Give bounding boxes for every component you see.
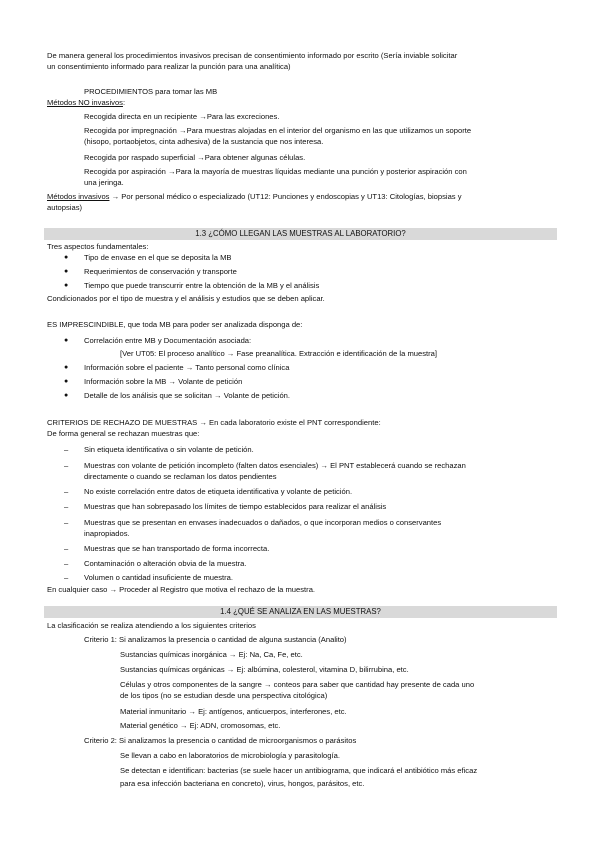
dash-item: Sin etiqueta identificativa o sin volante de petición.: [84, 445, 254, 454]
procedimientos-title: PROCEDIMIENTOS para tomar las MB: [84, 87, 218, 96]
no-invasivos-colon: :: [122, 98, 126, 107]
bullet-dot: ●: [64, 282, 69, 289]
dash-item: No existe correlación entre datos de etiqueta identificativa y volante de petición.: [84, 487, 353, 496]
criterio-2-item: Se detectan e identifican: bacterias (se suele hacer un antibiograma, que indicará el antibiótico más eficaz: [120, 766, 478, 775]
list-item: Correlación entre MB y Documentación asociada:: [84, 336, 252, 345]
dash-marker: –: [64, 461, 69, 470]
section-heading-1-4-text: 1.4 ¿QUÉ SE ANALIZA EN LAS MUESTRAS?: [220, 607, 381, 616]
section-heading-1-3-text: 1.3 ¿CÓMO LLEGAN LAS MUESTRAS AL LABORATORIO?: [195, 229, 406, 238]
dash-item-continuation: inapropiados.: [84, 529, 130, 538]
section-1-4-intro: La clasificación se realiza atendiendo a los siguientes criterios: [47, 621, 256, 630]
criterio-2-item: Se llevan a cabo en laboratorios de microbiología y parasitología.: [120, 751, 340, 760]
dash-item: Muestras que se han transportado de forma incorrecta.: [84, 544, 270, 553]
dash-item: Muestras que han sobrepasado los límites de tiempo establecidos para realizar el análisis: [84, 502, 387, 511]
criterio-1-item: Sustancias químicas inorgánica → Ej: Na, Ca, Fe, etc.: [120, 650, 303, 659]
invasivos-text: → Por personal médico o especializado (UT12: Punciones y endoscopias y UT13: Citologías, biopsias y: [109, 192, 462, 201]
closing-text: En cualquier caso → Proceder al Registro que motiva el rechazo de la muestra.: [47, 585, 316, 594]
list-item: Tipo de envase en el que se deposita la MB: [84, 253, 232, 262]
list-item: Requerimientos de conservación y transporte: [84, 267, 237, 276]
list-item-reference: [Ver UT05: El proceso analítico → Fase preanalítica. Extracción e identificación de la muestra]: [120, 349, 437, 358]
bullet-dot: ●: [64, 378, 69, 385]
criterio-1-item-continuation: de los tipos (no se estudian desde una perspectiva citológica): [120, 691, 328, 700]
bullet-dot: ●: [64, 254, 69, 261]
criterios-title: CRITERIOS DE RECHAZO DE MUESTRAS → En cada laboratorio existe el PNT correspondiente:: [47, 418, 381, 427]
list-item: Información sobre la MB → Volante de petición: [84, 377, 243, 386]
list-item: Información sobre el paciente → Tanto personal como clínica: [84, 363, 290, 372]
dash-marker: –: [64, 445, 69, 454]
bullet-dot: ●: [64, 364, 69, 371]
section-1-3-intro: Tres aspectos fundamentales:: [47, 242, 149, 251]
procedure-item: una jeringa.: [84, 178, 124, 187]
dash-marker: –: [64, 502, 69, 511]
criterio-2: Criterio 2: Si analizamos la presencia o cantidad de microorganismos o parásitos: [84, 736, 357, 745]
dash-marker: –: [64, 573, 69, 582]
bullet-dot: ●: [64, 337, 69, 344]
invasivos-line-1: [47, 192, 462, 202]
criterio-2-item-continuation: para esa infección bacteriana en concreto), virus, hongos, parásitos, etc.: [120, 779, 365, 788]
dash-marker: –: [64, 487, 69, 496]
criterio-1-item: Sustancias químicas orgánicas → Ej: albúmina, colesterol, vitamina D, bilirrubina, etc.: [120, 665, 409, 674]
section-heading-1-3: [44, 228, 557, 240]
procedure-item: Recogida por raspado superficial →Para obtener algunas células.: [84, 153, 306, 162]
dash-item: Contaminación o alteración obvia de la muestra.: [84, 559, 247, 568]
no-invasivos-label: Métodos NO invasivos: [47, 98, 123, 107]
procedure-item: Recogida por impregnación →Para muestras alojadas en el interior del organismo en las que utilizamos un soporte: [84, 126, 472, 135]
criterio-1-item: Material inmunitario → Ej: antígenos, anticuerpos, interferones, etc.: [120, 707, 347, 716]
intro-line-2: un consentimiento informado para realizar la punción para una analítica): [47, 62, 291, 71]
criterio-1-item: Material genético → Ej: ADN, cromosomas, etc.: [120, 721, 281, 730]
criterio-1: Criterio 1: Si analizamos la presencia o cantidad de alguna sustancia (Analito): [84, 635, 347, 644]
list-item: Tiempo que puede transcurrir entre la obtención de la MB y el análisis: [84, 281, 320, 290]
procedure-item: Recogida por aspiración →Para la mayoría de muestras líquidas mediante una punción y posterior aspiración con: [84, 167, 467, 176]
procedure-item: Recogida directa en un recipiente →Para las excreciones.: [84, 112, 280, 121]
list-item: Detalle de los análisis que se solicitan → Volante de petición.: [84, 391, 290, 400]
dash-item: Muestras con volante de petición incompleto (falten datos esenciales) → El PNT establecerá cuando se rechazan: [84, 461, 466, 470]
dash-item: Muestras que se presentan en envases inadecuados o dañados, o que incorporan medios o conservantes: [84, 518, 442, 527]
conditioned-text: Condicionados por el tipo de muestra y el análisis y estudios que se deben aplicar.: [47, 294, 325, 303]
criterios-intro: De forma general se rechazan muestras que:: [47, 429, 200, 438]
intro-line-1: De manera general los procedimientos invasivos precisan de consentimiento informado por escrito (Sería inviable solicitar: [47, 51, 458, 60]
dash-item: Volumen o cantidad insuficiente de muestra.: [84, 573, 234, 582]
dash-marker: –: [64, 544, 69, 553]
invasivos-line-2: autopsias): [47, 203, 83, 212]
criterio-1-item: Células y otros componentes de la sangre → conteos para saber que cantidad hay presente de cada uno: [120, 680, 475, 689]
no-invasivos-heading: [47, 98, 125, 108]
bullet-dot: ●: [64, 392, 69, 399]
procedure-item: (hisopo, portaobjetos, cinta adhesiva) de la sustancia que nos interesa.: [84, 137, 324, 146]
invasivos-label: Métodos invasivos: [47, 192, 110, 201]
dash-marker: –: [64, 518, 69, 527]
dash-item-continuation: directamente o cuando se reclaman los datos pendientes: [84, 472, 277, 481]
imprescindible-text: ES IMPRESCINDIBLE, que toda MB para poder ser analizada disponga de:: [47, 320, 303, 329]
bullet-dot: ●: [64, 268, 69, 275]
dash-marker: –: [64, 559, 69, 568]
section-heading-1-4: [44, 606, 557, 618]
